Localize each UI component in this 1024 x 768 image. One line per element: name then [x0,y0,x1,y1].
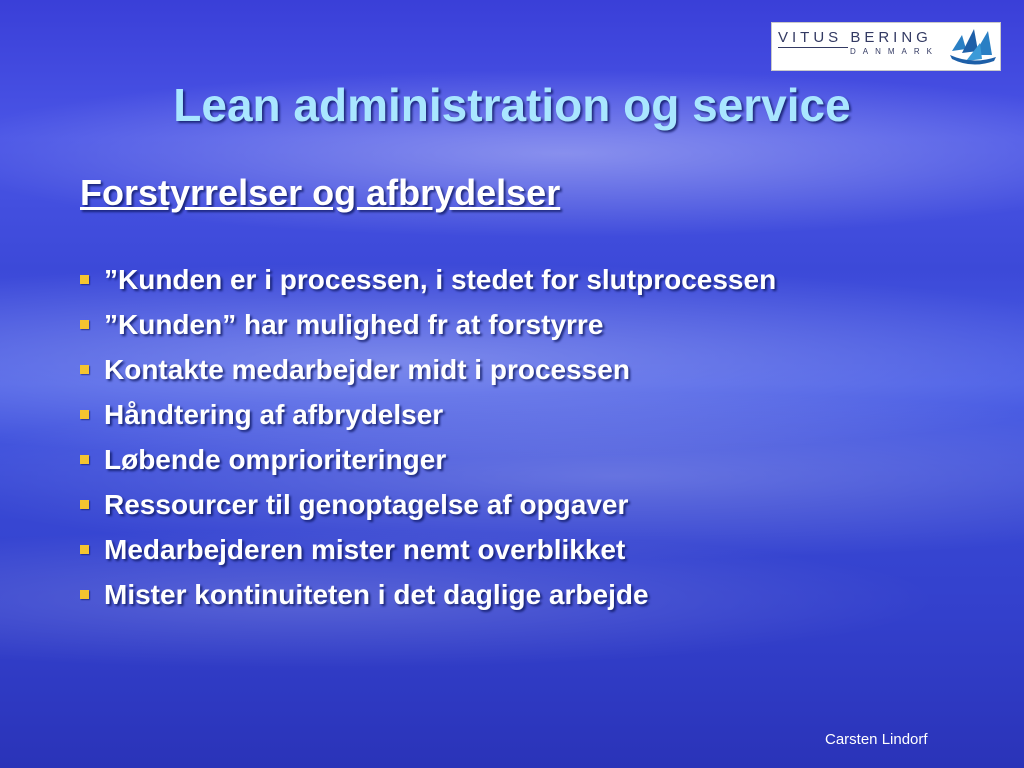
logo-rule [778,47,848,48]
bullet-square-icon [80,410,89,419]
bullet-list [80,257,776,617]
bullet-item [80,527,776,572]
bullet-square-icon [80,500,89,509]
author-footer: Carsten Lindorf [825,731,928,748]
logo-name: VITUS BERING [778,29,932,46]
bullet-item [80,302,776,347]
bullet-text: ”Kunden” har mulighed fr at forstyrre [104,308,604,340]
slide-title: Lean administration og service [173,79,851,131]
sailing-ships-icon [948,25,998,68]
bullet-text: Løbende omprioriteringer [104,443,447,475]
bullet-square-icon [80,455,89,464]
bullet-square-icon [80,275,89,284]
bullet-item [80,437,776,482]
bullet-text: Kontakte medarbejder midt i processen [104,353,630,385]
bullet-square-icon [80,365,89,374]
bullet-text: Håndtering af afbrydelser [104,398,444,430]
bullet-text: Ressourcer til genoptagelse af opgaver [104,488,629,520]
bullet-square-icon [80,590,89,599]
bullet-item [80,482,776,527]
bullet-item [80,392,776,437]
slide-subtitle: Forstyrrelser og afbrydelser [80,172,561,213]
bullet-text: Medarbejderen mister nemt overblikket [104,533,626,565]
bullet-item [80,257,776,302]
logo-sub: DANMARK [850,47,940,56]
bullet-square-icon [80,320,89,329]
bullet-item [80,572,776,617]
bullet-text: ”Kunden er i processen, i stedet for slutprocessen [104,263,777,295]
bullet-square-icon [80,545,89,554]
vitus-bering-logo [771,22,1001,71]
bullet-text: Mister kontinuiteten i det daglige arbejde [104,578,649,610]
bullet-item [80,347,776,392]
